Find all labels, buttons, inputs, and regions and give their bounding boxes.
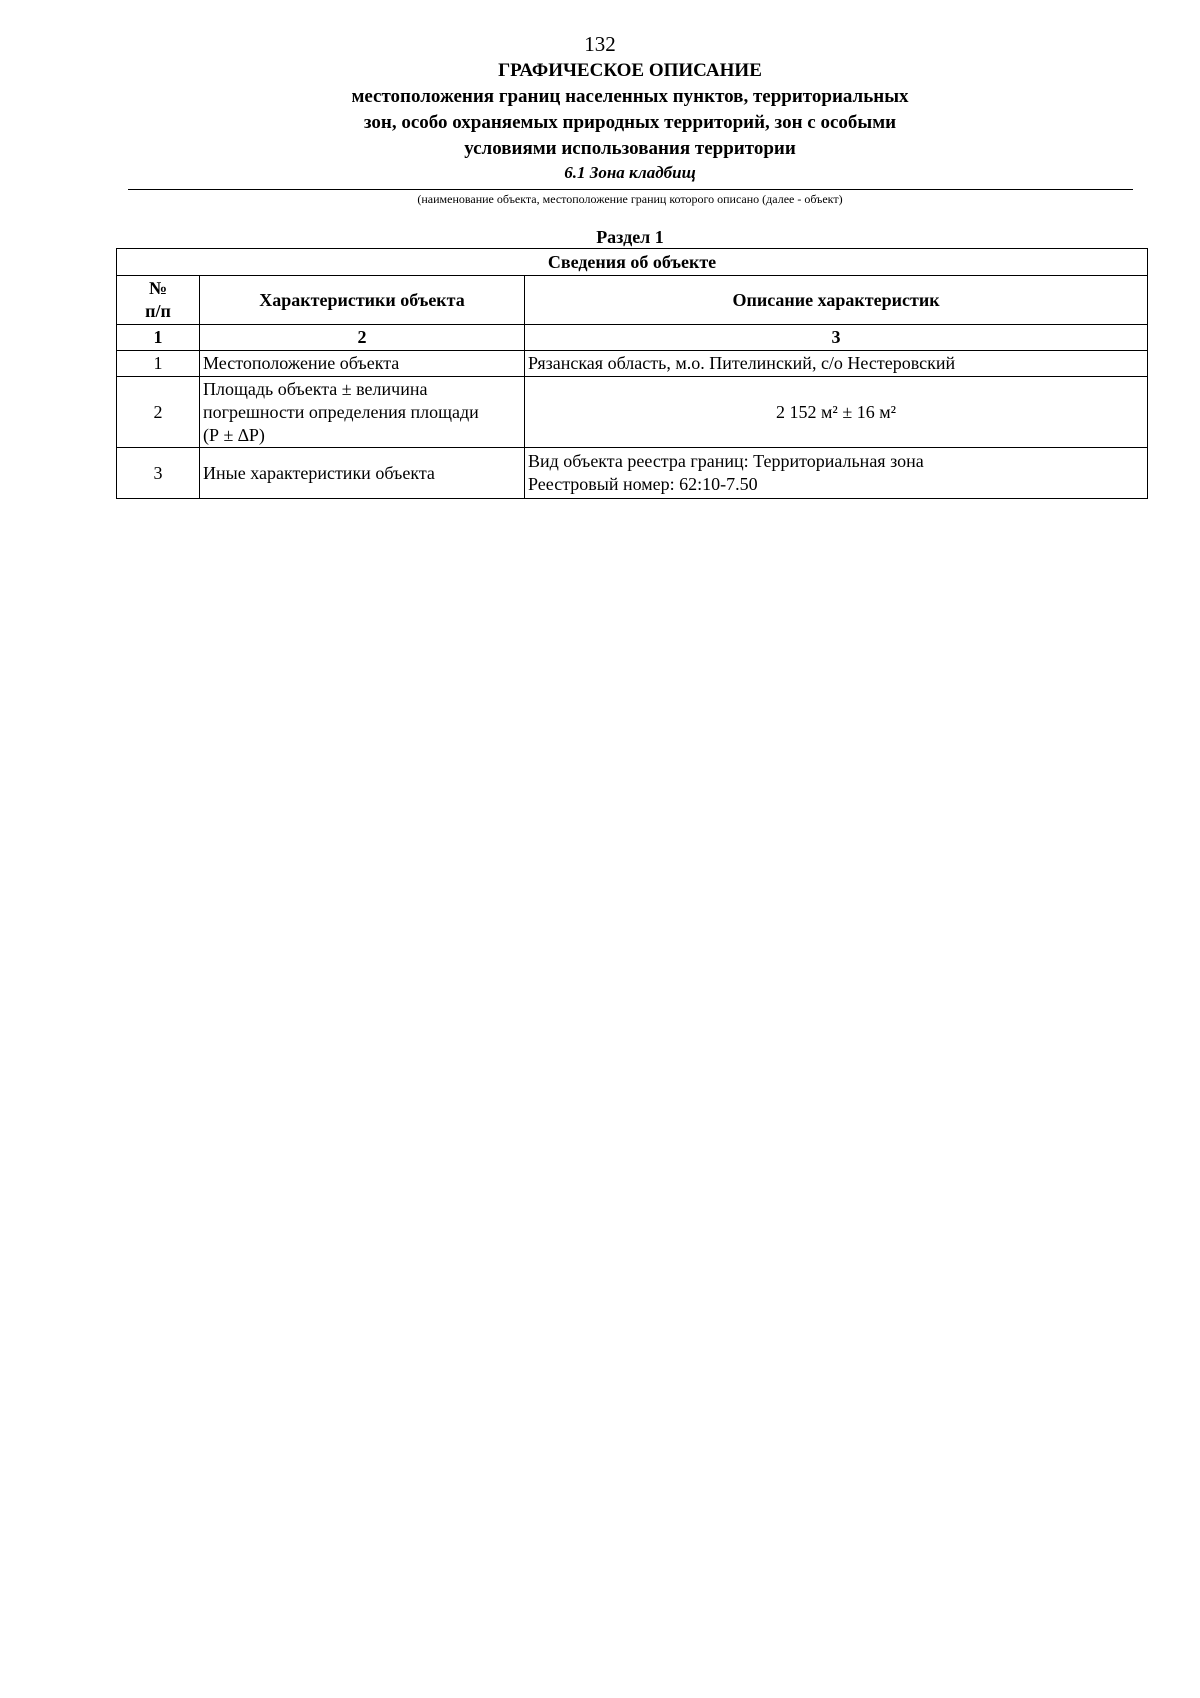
document-title: ГРАФИЧЕСКОЕ ОПИСАНИЕ xyxy=(498,60,762,81)
row-characteristic xyxy=(200,448,525,499)
row-characteristic xyxy=(200,377,525,448)
column-number: 3 xyxy=(525,325,1148,351)
column-numbers-row xyxy=(117,325,1148,351)
subtitle-line: местоположения границ населенных пунктов, территориальных xyxy=(351,86,909,107)
table-caption: Сведения об объекте xyxy=(117,249,1148,276)
row-number: 1 xyxy=(117,351,200,377)
row-description xyxy=(525,448,1148,499)
characteristic-line: Местоположение объекта xyxy=(203,353,400,373)
column-number: 2 xyxy=(200,325,525,351)
object-caption: (наименование объекта, местоположение границ которого описано (далее - объект) xyxy=(417,192,843,206)
description-line: Реестровый номер: 62:10-7.50 xyxy=(528,474,758,494)
subtitle-line: зон, особо охраняемых природных территорий, зон с особыми xyxy=(363,112,897,133)
subtitle-line: условиями использования территории xyxy=(464,138,796,159)
row-description xyxy=(525,351,1148,377)
table-header-row xyxy=(117,276,1148,325)
underline-divider xyxy=(128,189,1133,190)
column-header-number xyxy=(117,276,200,325)
column-header-characteristic: Характеристики объекта xyxy=(200,276,525,325)
table-row xyxy=(117,377,1148,448)
characteristic-line: (Р ± ∆Р) xyxy=(203,424,265,445)
table-row xyxy=(117,448,1148,499)
characteristic-line: погрешности определения площади xyxy=(203,401,479,422)
row-number: 2 xyxy=(117,377,200,448)
object-name: 6.1 Зона кладбищ xyxy=(564,163,696,182)
column-header-number-line: № xyxy=(148,278,168,298)
row-description xyxy=(525,377,1148,448)
section-title: Раздел 1 xyxy=(596,227,664,247)
row-number: 3 xyxy=(117,448,200,499)
page-number: 132 xyxy=(584,32,616,56)
object-info-table xyxy=(116,248,1148,499)
description-line: Рязанская область, м.о. Пителинский, с/о Нестеровский xyxy=(528,353,956,373)
document-header xyxy=(0,58,1200,162)
column-header-number-line: п/п xyxy=(145,301,171,321)
table-caption-row xyxy=(117,249,1148,276)
row-characteristic xyxy=(200,351,525,377)
table-row xyxy=(117,351,1148,377)
column-header-description: Описание характеристик xyxy=(525,276,1148,325)
description-line: 2 152 м² ± 16 м² xyxy=(776,401,896,422)
column-number: 1 xyxy=(117,325,200,351)
characteristic-line: Иные характеристики объекта xyxy=(203,462,435,483)
description-line: Вид объекта реестра границ: Территориальная зона xyxy=(528,451,924,471)
characteristic-line: Площадь объекта ± величина xyxy=(203,378,428,399)
